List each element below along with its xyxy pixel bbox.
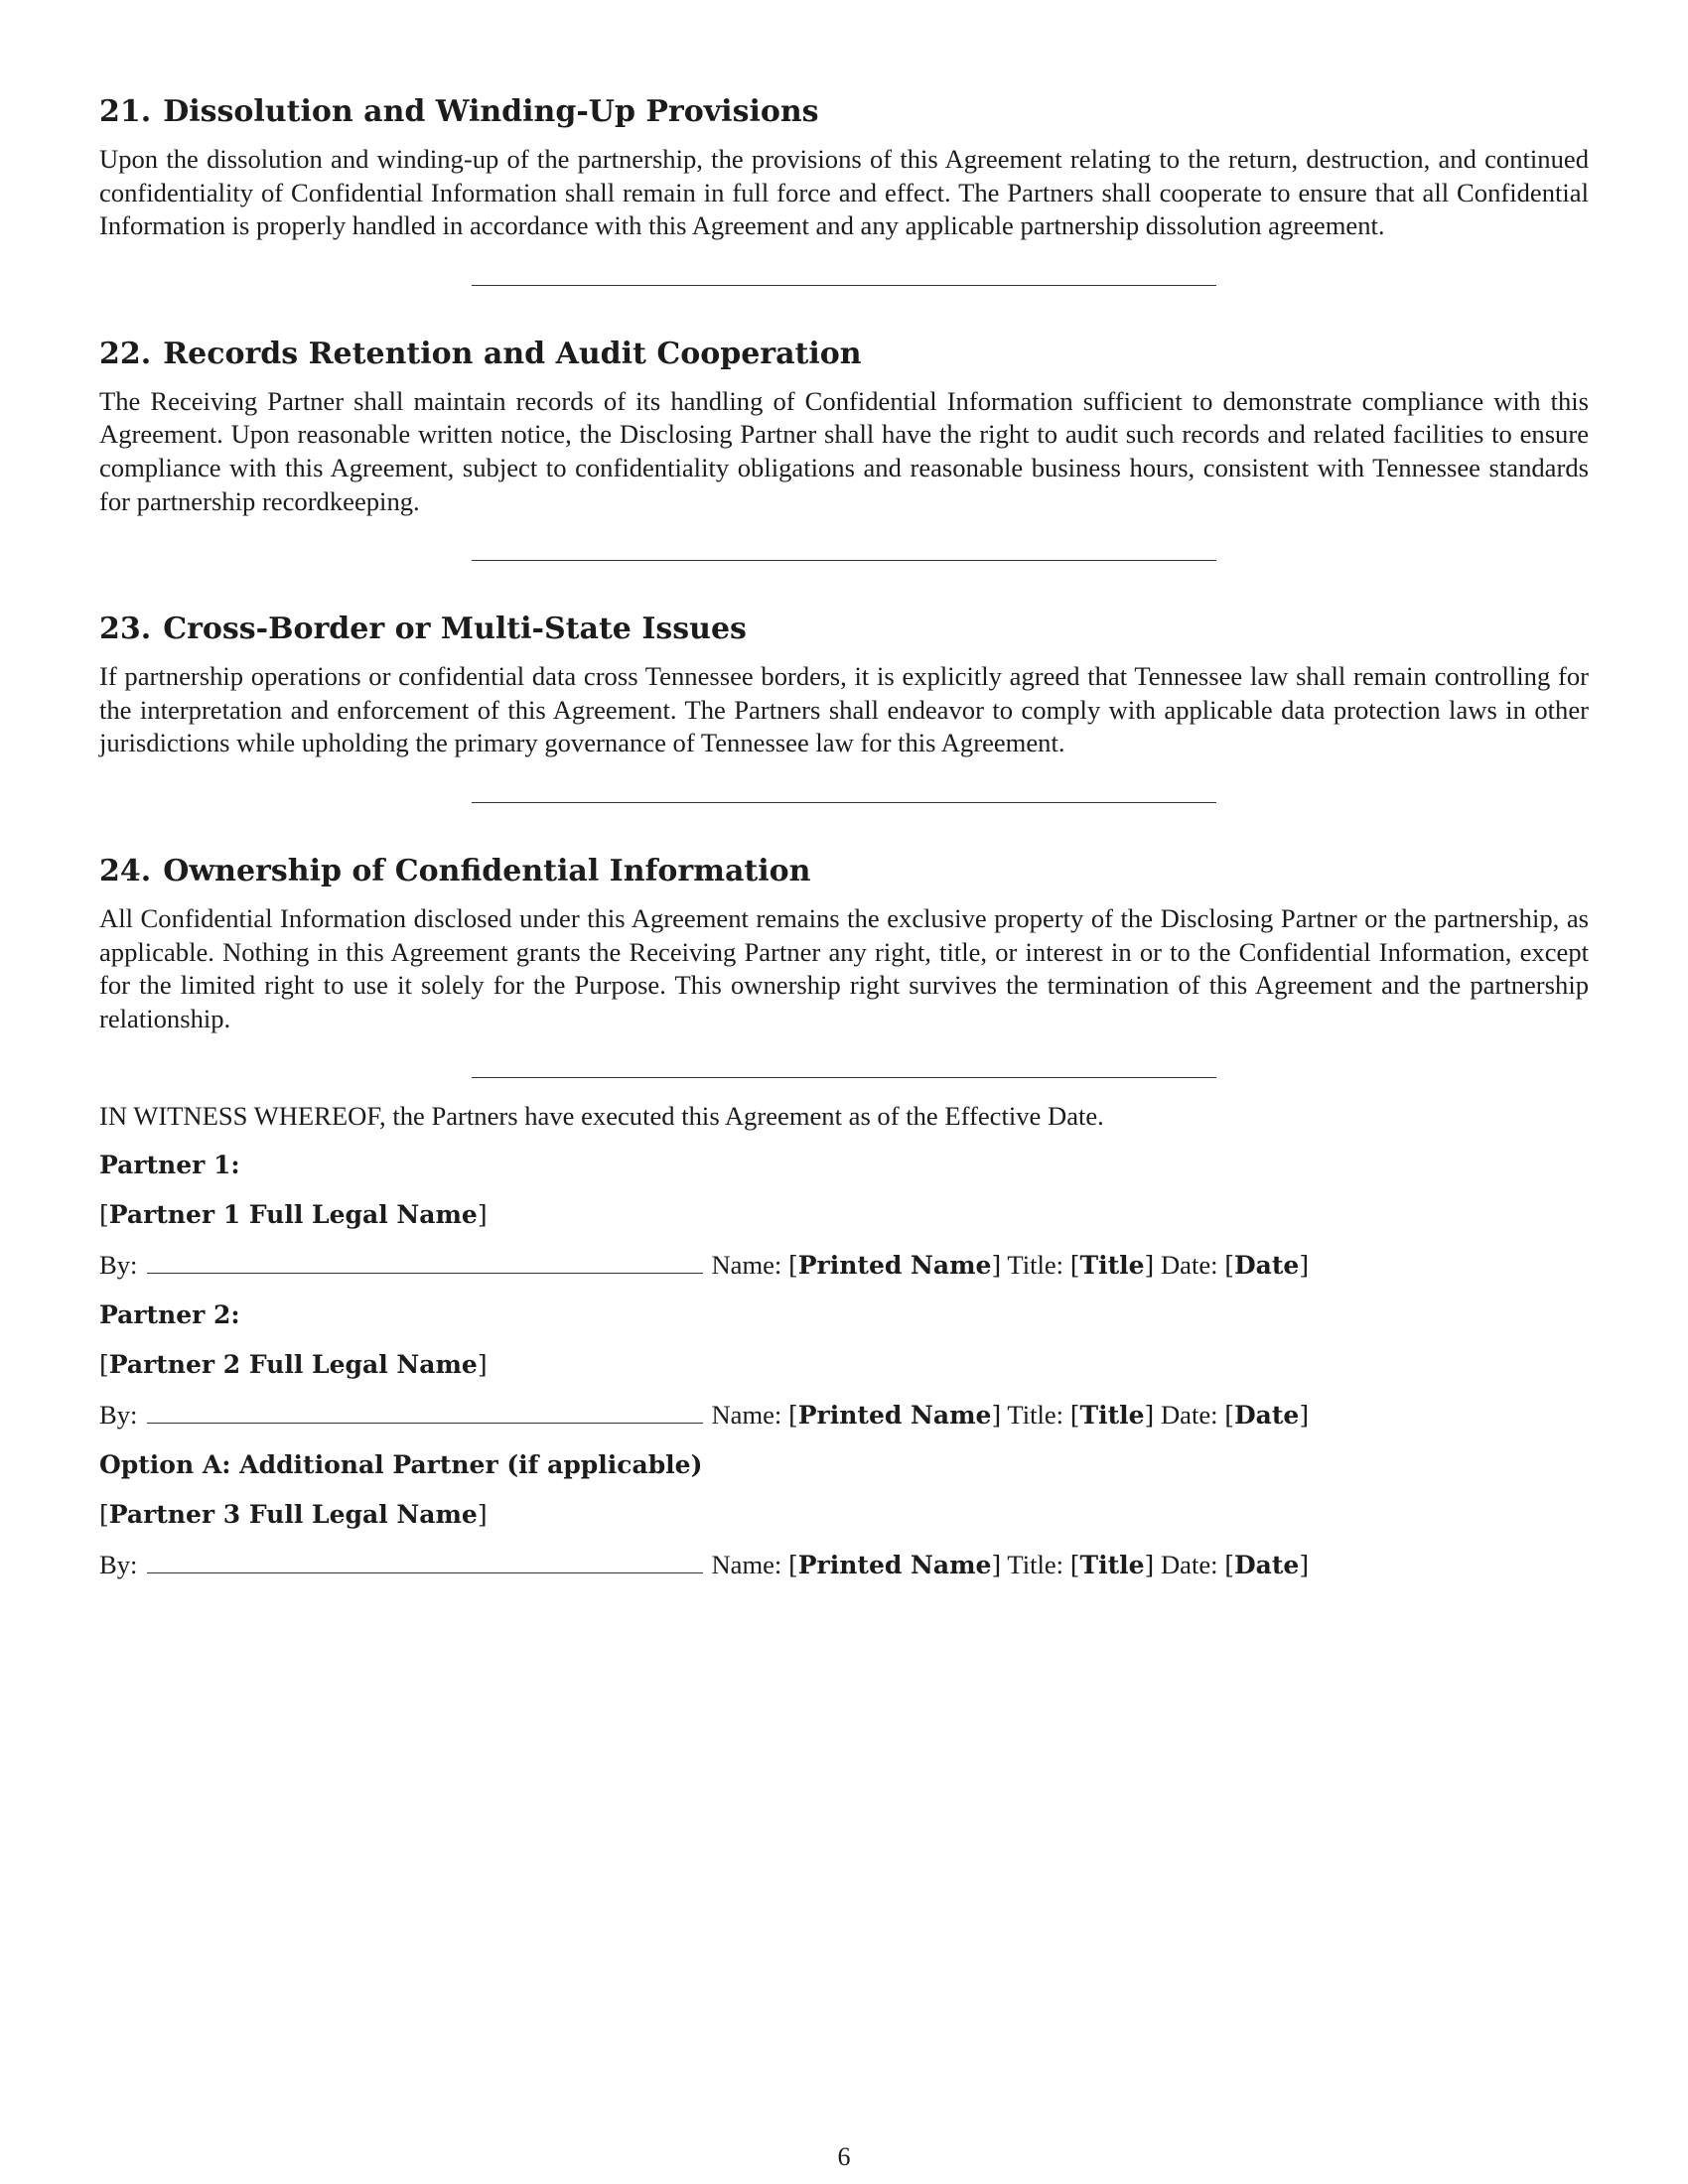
section-number: 23. xyxy=(99,612,152,647)
section-title: Records Retention and Audit Cooperation xyxy=(163,336,862,371)
section-heading xyxy=(99,851,1589,892)
signatory-label: Partner 1: xyxy=(99,1151,240,1180)
name-label: Name: xyxy=(711,1250,782,1281)
signatory-label: Option A: Additional Partner (if applicable) xyxy=(99,1450,703,1480)
section-heading xyxy=(99,91,1589,133)
section-body: Upon the dissolution and winding-up of the partnership, the provisions of this Agreement relating to the return, destruction, and continued confidentiality of Confidential Information shall remain in full force and effect. The Partners shall cooperate to ensure that all Confidential Information is properly handled in accordance with this Agreement and any applicable partnership dissolution agreement. xyxy=(99,144,1589,241)
date-placeholder: Date xyxy=(1233,1251,1300,1281)
section-title: Dissolution and Winding-Up Provisions xyxy=(163,94,819,129)
section-heading xyxy=(99,334,1589,375)
section-24 xyxy=(99,851,1589,1035)
name-label: Name: xyxy=(711,1550,782,1580)
signature-line: By: Name: [Printed Name] Title: [Title] Date: [Date] xyxy=(99,1400,1310,1431)
signature-block-partner-2 xyxy=(99,1297,1589,1433)
signature-block-partner-3 xyxy=(99,1447,1589,1583)
signatory-legal-name: [Partner 2 Full Legal Name] xyxy=(99,1350,488,1380)
page-number: 6 xyxy=(837,2142,851,2171)
witness-statement: IN WITNESS WHEREOF, the Partners have executed this Agreement as of the Effective Date. xyxy=(99,1101,1104,1132)
section-title: Ownership of Confidential Information xyxy=(163,853,811,888)
section-23 xyxy=(99,609,1589,760)
by-label: By: xyxy=(99,1250,138,1281)
section-divider xyxy=(472,285,1216,286)
signatory-legal-name: [Partner 1 Full Legal Name] xyxy=(99,1200,488,1230)
title-label: Title: xyxy=(1007,1550,1064,1580)
section-heading xyxy=(99,609,1589,650)
name-label: Name: xyxy=(711,1400,782,1431)
section-title: Cross-Border or Multi-State Issues xyxy=(163,612,747,647)
by-label: By: xyxy=(99,1550,138,1580)
title-placeholder: Title xyxy=(1079,1401,1145,1431)
section-body: If partnership operations or confidential data cross Tennessee borders, it is explicitly agreed that Tennessee law shall remain controlling for the interpretation and enforcement of this Agreement. The Partners shall endeavor to comply with applicable data protection laws in other jurisdictions while upholding the primary governance of Tennessee law for this Agreement. xyxy=(99,661,1589,758)
legal-name-placeholder: Partner 1 Full Legal Name xyxy=(108,1200,478,1230)
printed-name-placeholder: Printed Name xyxy=(797,1401,992,1431)
title-placeholder: Title xyxy=(1079,1251,1145,1281)
section-body: All Confidential Information disclosed under this Agreement remains the exclusive property of the Disclosing Partner or the partnership, as applicable. Nothing in this Agreement grants the Receiving Partner any right, title, or interest in or to the Confidential Information, except for the limited right to use it solely for the Purpose. This ownership right survives the termination of this Agreement and the partnership relationship. xyxy=(99,902,1589,1033)
section-number: 21. xyxy=(99,94,152,129)
signature-blank[interactable] xyxy=(147,1550,703,1573)
by-label: By: xyxy=(99,1400,138,1431)
date-placeholder: Date xyxy=(1233,1551,1300,1580)
section-divider xyxy=(472,1077,1216,1078)
document-page xyxy=(99,91,1589,1597)
signature-blank[interactable] xyxy=(147,1400,703,1424)
section-divider xyxy=(472,560,1216,561)
title-placeholder: Title xyxy=(1079,1551,1145,1580)
date-label: Date: xyxy=(1160,1550,1218,1580)
signature-block-partner-1 xyxy=(99,1148,1589,1284)
signatory-label: Partner 2: xyxy=(99,1300,240,1330)
signature-line: By: Name: [Printed Name] Title: [Title] Date: [Date] xyxy=(99,1250,1310,1281)
section-number: 22. xyxy=(99,336,152,371)
section-22 xyxy=(99,334,1589,518)
date-placeholder: Date xyxy=(1233,1401,1300,1431)
printed-name-placeholder: Printed Name xyxy=(797,1251,992,1281)
title-label: Title: xyxy=(1007,1400,1064,1431)
legal-name-placeholder: Partner 3 Full Legal Name xyxy=(108,1500,478,1530)
legal-name-placeholder: Partner 2 Full Legal Name xyxy=(108,1350,478,1380)
section-body: The Receiving Partner shall maintain records of its handling of Confidential Information sufficient to demonstrate compliance with this Agreement. Upon reasonable written notice, the Disclosing Partner shall have the right to audit such records and related facilities to ensure compliance with this Agreement, subject to confidentiality obligations and reasonable business hours, consistent with Tennessee standards for partnership recordkeeping. xyxy=(99,385,1589,516)
date-label: Date: xyxy=(1160,1400,1218,1431)
title-label: Title: xyxy=(1007,1250,1064,1281)
signature-blank[interactable] xyxy=(147,1250,703,1274)
date-label: Date: xyxy=(1160,1250,1218,1281)
signature-line: By: Name: [Printed Name] Title: [Title] Date: [Date] xyxy=(99,1550,1310,1580)
printed-name-placeholder: Printed Name xyxy=(797,1551,992,1580)
section-number: 24. xyxy=(99,853,152,888)
section-divider xyxy=(472,802,1216,803)
section-21 xyxy=(99,91,1589,243)
signatory-legal-name: [Partner 3 Full Legal Name] xyxy=(99,1500,488,1530)
